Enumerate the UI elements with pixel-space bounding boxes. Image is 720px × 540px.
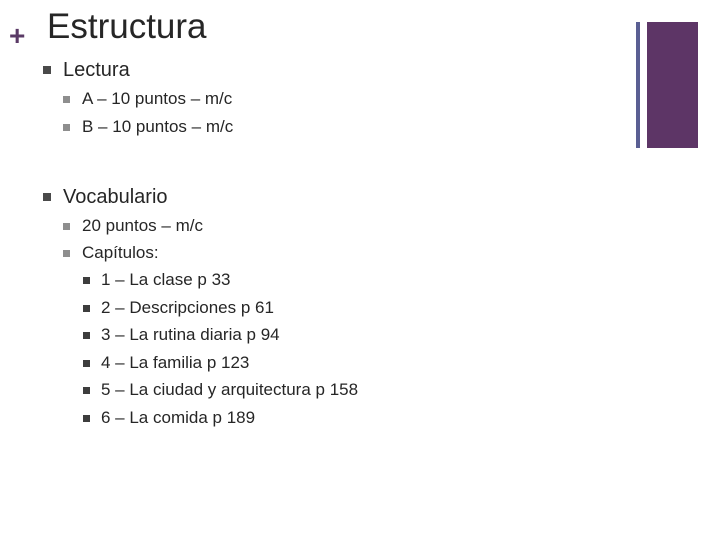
decorative-purple-block — [647, 22, 698, 148]
bullet-square-icon — [63, 96, 70, 103]
bullet-text: Capítulos: — [82, 243, 159, 262]
bullet-square-icon — [63, 124, 70, 131]
chapter-item — [101, 353, 249, 373]
bullet-square-icon — [63, 223, 70, 230]
bullet-square-icon — [83, 305, 90, 312]
bullet-square-icon — [83, 332, 90, 339]
chapter-item — [101, 325, 280, 345]
sub-bullet-item — [82, 89, 232, 109]
sub-bullet-item — [82, 243, 159, 263]
chapter-text: 3 – La rutina diaria p 94 — [101, 325, 280, 344]
bullet-lectura — [63, 58, 130, 82]
chapter-item — [101, 380, 358, 400]
bullet-square-icon — [63, 250, 70, 257]
bullet-text: Lectura — [63, 59, 130, 81]
bullet-square-icon — [83, 387, 90, 394]
chapter-item — [101, 408, 255, 428]
chapter-text: 1 – La clase p 33 — [101, 270, 231, 289]
bullet-square-icon — [83, 415, 90, 422]
bullet-text: B – 10 puntos – m/c — [82, 117, 234, 136]
chapter-item — [101, 298, 274, 318]
bullet-square-icon — [83, 277, 90, 284]
decorative-thin-bar — [636, 22, 640, 148]
bullet-text: 20 puntos – m/c — [82, 216, 203, 235]
bullet-text: Vocabulario — [63, 186, 168, 208]
sub-bullet-item — [82, 216, 203, 236]
chapter-item — [101, 270, 230, 290]
chapter-text: 4 – La familia p 123 — [101, 353, 250, 372]
plus-icon: + — [9, 20, 26, 51]
bullet-square-icon — [43, 66, 51, 74]
chapter-text: 6 – La comida p 189 — [101, 408, 256, 427]
bullet-text: A – 10 puntos – m/c — [82, 89, 233, 108]
bullet-vocabulario — [63, 185, 168, 209]
chapter-text: 5 – La ciudad y arquitectura p 158 — [101, 380, 359, 399]
sub-bullet-item — [82, 117, 233, 137]
bullet-square-icon — [83, 360, 90, 367]
bullet-square-icon — [43, 193, 51, 201]
chapter-text: 2 – Descripciones p 61 — [101, 298, 274, 317]
slide-title: Estructura — [47, 7, 207, 46]
